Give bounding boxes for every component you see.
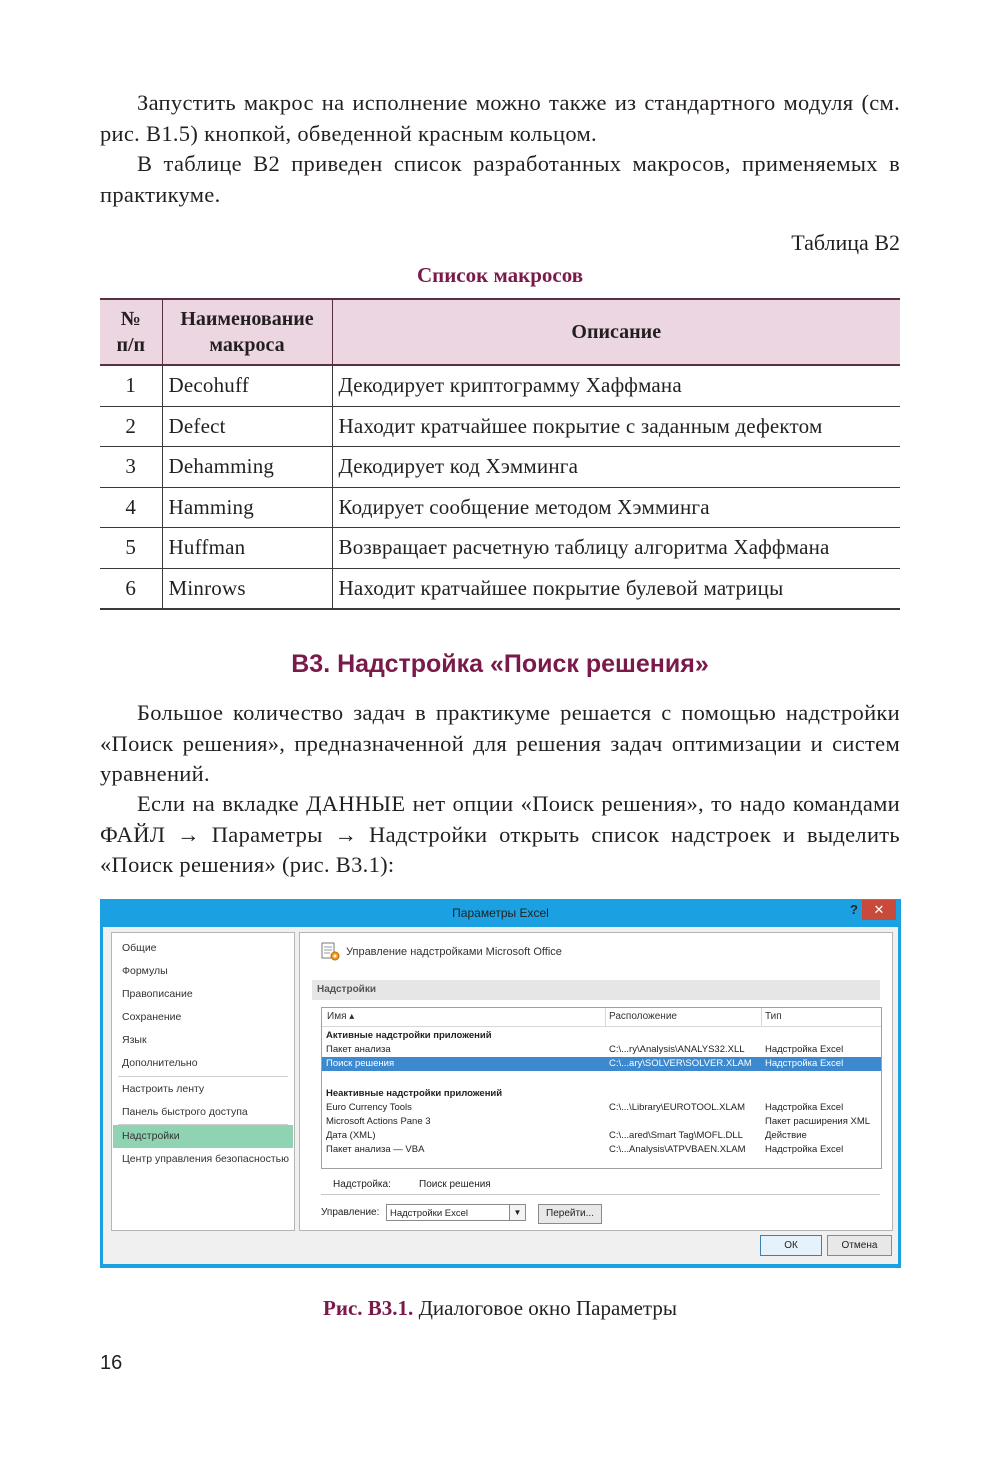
cell-name: Dehamming: [162, 447, 332, 488]
cell-number: 4: [100, 487, 162, 528]
manage-select[interactable]: Надстройки Excel ▼: [386, 1204, 526, 1221]
figure-caption: Рис. В3.1. Диалоговое окно Параметры: [323, 1296, 677, 1320]
paragraph-table-intro: В таблице В2 приведен список разработанных макросов, применяемых в практикуме.: [100, 151, 900, 207]
dialog-body: [103, 927, 898, 1264]
paragraph-solver-intro: Большое количество задач в практикуме решается с помощью надстройки «Поиск решения», предназначенной для решения задач оптимизации и систем уравнений.: [100, 700, 900, 786]
ok-button[interactable]: ОК: [760, 1235, 822, 1256]
dialog-title: Параметры Excel: [452, 906, 549, 920]
nav-item-general[interactable]: Общие: [122, 942, 157, 954]
addins-header: Управление надстройками Microsoft Office: [320, 941, 562, 963]
group-active: Активные надстройки приложений: [326, 1030, 492, 1041]
nav-item-formulas[interactable]: Формулы: [122, 965, 168, 977]
table-row: [100, 568, 900, 609]
header-description: Описание: [332, 299, 900, 365]
go-button[interactable]: Перейти...: [538, 1204, 602, 1224]
cell-name: Minrows: [162, 568, 332, 609]
header-divider: [322, 1026, 881, 1027]
column-header-location[interactable]: Расположение: [609, 1011, 677, 1022]
dialog-titlebar: [100, 899, 901, 927]
column-header-type[interactable]: Тип: [765, 1011, 782, 1022]
nav-item-trust-center[interactable]: Центр управления безопасностью: [122, 1153, 290, 1165]
cell-description: Находит кратчайшее покрытие булевой матрицы: [332, 568, 900, 609]
table-row: [100, 528, 900, 569]
table-label: Таблица В2: [791, 230, 900, 255]
nav-item-quick-access[interactable]: Панель быстрого доступа: [122, 1106, 248, 1118]
list-item[interactable]: Microsoft Actions Pane 3 Пакет расширения XML: [326, 1116, 871, 1127]
help-icon[interactable]: ?: [850, 902, 858, 917]
options-nav: [111, 932, 295, 1231]
chevron-down-icon[interactable]: ▼: [509, 1205, 525, 1220]
nav-item-addins[interactable]: Надстройки: [113, 1125, 293, 1148]
macros-table: [100, 298, 900, 610]
cancel-button[interactable]: Отмена: [827, 1235, 892, 1256]
addin-detail: Надстройка: Поиск решения: [333, 1179, 491, 1190]
column-divider: [605, 1008, 606, 1026]
nav-item-proofing[interactable]: Правописание: [122, 988, 193, 1000]
cell-name: Defect: [162, 406, 332, 447]
nav-item-advanced[interactable]: Дополнительно: [122, 1057, 198, 1069]
table-row: [100, 487, 900, 528]
nav-item-save[interactable]: Сохранение: [122, 1011, 182, 1023]
header-number: № п/п: [100, 299, 162, 365]
list-item[interactable]: Пакет анализа — VBA C:\...Analysis\ATPVBAEN.XLAM Надстройка Excel: [326, 1144, 844, 1155]
cell-description: Возвращает расчетную таблицу алгоритма Хаффмана: [332, 528, 900, 569]
table-title: Список макросов: [416, 263, 584, 287]
cell-description: Находит кратчайшее покрытие с заданным дефектом: [332, 406, 900, 447]
header-name: Наименование макроса: [162, 299, 332, 365]
cell-number: 6: [100, 568, 162, 609]
paragraph-solver-howto: Если на вкладке ДАННЫЕ нет опции «Поиск решения», то надо командами ФАЙЛ → Параметры → Надстройки открыть список надстроек и выделить «Поиск решения» (рис. В3.1):: [100, 791, 900, 877]
addins-panel: [299, 932, 893, 1231]
nav-item-language[interactable]: Язык: [122, 1034, 147, 1046]
list-item[interactable]: Euro Currency Tools C:\...\Library\EUROTOOL.XLAM Надстройка Excel: [326, 1102, 844, 1113]
cell-number: 1: [100, 365, 162, 406]
nav-item-customize-ribbon[interactable]: Настроить ленту: [122, 1083, 205, 1095]
list-item[interactable]: Дата (XML) C:\...ared\Smart Tag\MOFL.DLL Действие: [326, 1130, 807, 1141]
cell-number: 3: [100, 447, 162, 488]
column-divider: [761, 1008, 762, 1026]
column-header-name[interactable]: Имя ▴: [327, 1011, 355, 1022]
cell-number: 2: [100, 406, 162, 447]
table-header-row: [100, 299, 900, 365]
cell-name: Huffman: [162, 528, 332, 569]
group-inactive: Неактивные надстройки приложений: [326, 1088, 503, 1099]
list-item-selected[interactable]: Поиск решения C:\...ary\SOLVER\SOLVER.XLAM Надстройка Excel: [322, 1057, 881, 1071]
cell-name: Hamming: [162, 487, 332, 528]
paragraph-run-macro: Запустить макрос на исполнение можно также из стандартного модуля (см. рис. В1.5) кнопкой, обведенной красным кольцом.: [100, 90, 900, 146]
table-row: [100, 406, 900, 447]
cell-name: Decohuff: [162, 365, 332, 406]
addins-band: Надстройки: [312, 980, 880, 1000]
addins-list: [321, 1007, 882, 1169]
table-row: [100, 365, 900, 406]
manage-label: Управление:: [321, 1207, 380, 1218]
excel-options-dialog: [100, 899, 901, 1268]
close-icon[interactable]: ✕: [862, 900, 896, 920]
cell-description: Кодирует сообщение методом Хэмминга: [332, 487, 900, 528]
cell-description: Декодирует код Хэмминга: [332, 447, 900, 488]
panel-divider: [321, 1194, 880, 1195]
nav-divider: [118, 1076, 288, 1077]
list-item[interactable]: Пакет анализа C:\...ry\Analysis\ANALYS32.XLL Надстройка Excel: [326, 1044, 844, 1055]
table-row: [100, 447, 900, 488]
cell-description: Декодирует криптограмму Хаффмана: [332, 365, 900, 406]
page-number: 16: [100, 1352, 123, 1374]
section-title: В3. Надстройка «Поиск решения»: [291, 650, 709, 678]
cell-number: 5: [100, 528, 162, 569]
addins-icon: [320, 941, 342, 963]
